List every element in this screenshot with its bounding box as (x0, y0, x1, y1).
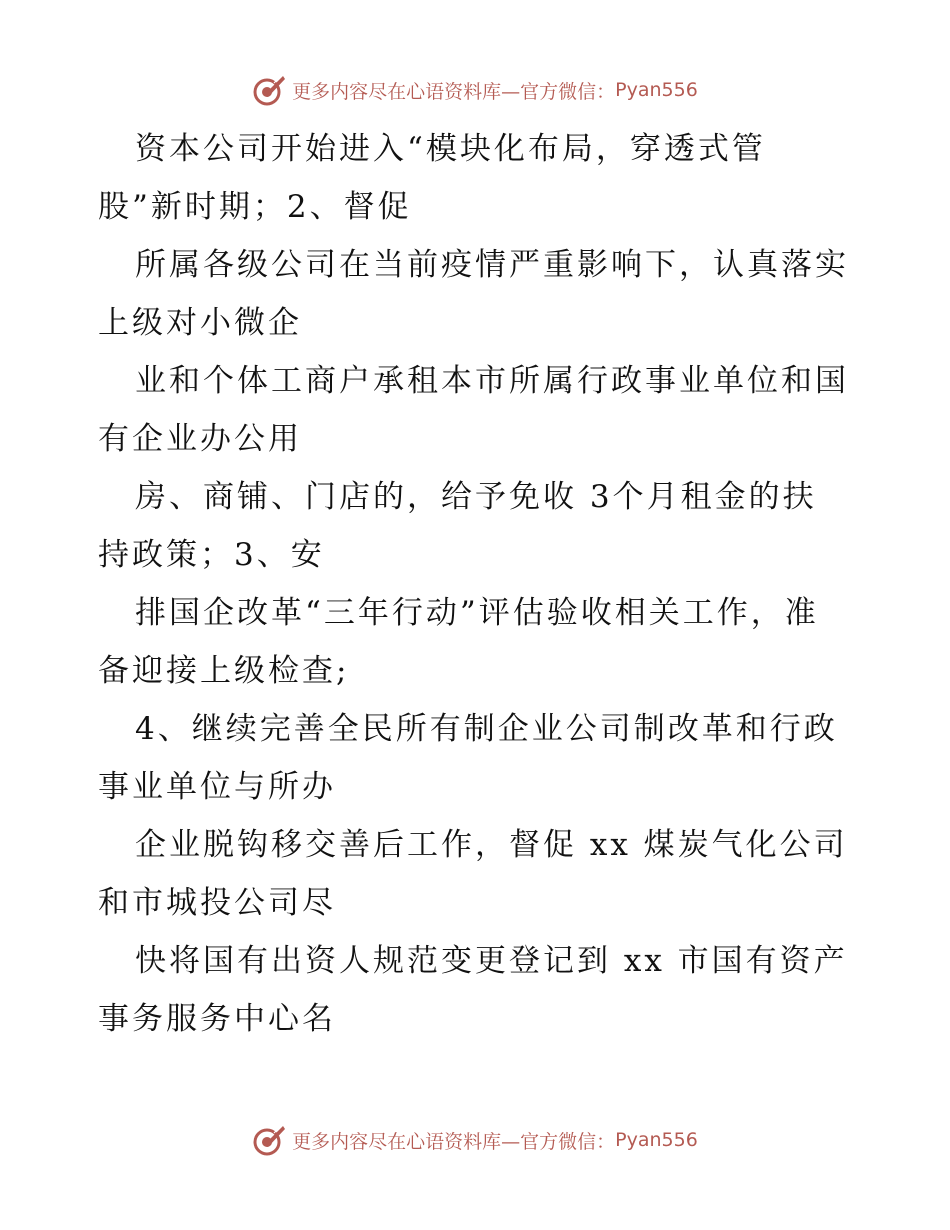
text-line: 所属各级公司在当前疫情严重影响下，认真落实 (135, 247, 849, 283)
text-line: 有企业办公用 (98, 421, 302, 457)
watermark-text: 更多内容尽在心语资料库—官方微信： (292, 1130, 616, 1153)
text-line: 资本公司开始进入“模块化布局，穿透式管 (135, 131, 766, 167)
text-line: 事务服务中心名 (98, 1001, 336, 1037)
document-body (98, 120, 858, 1048)
header-watermark (0, 70, 950, 110)
text-line: 事业单位与所办 (98, 769, 336, 805)
text-line: 备迎接上级检查; (98, 653, 350, 689)
text-line: 业和个体工商户承租本市所属行政事业单位和国 (135, 363, 849, 399)
text-line: 排国企改革“三年行动”评估验收相关工作，准 (135, 595, 819, 631)
text-line: 股”新时期；2、督促 (98, 189, 412, 225)
watermark-wechat-id: Pyan556 (615, 1129, 698, 1151)
text-line: 持政策；3、安 (98, 537, 325, 573)
quill-logo-icon (252, 1123, 288, 1157)
watermark-wechat-id: Pyan556 (615, 79, 698, 101)
text-line: 房、商铺、门店的，给予免收 3个月租金的扶 (135, 479, 817, 515)
quill-logo-icon (252, 73, 288, 107)
text-line: 和市城投公司尽 (98, 885, 336, 921)
text-line: 企业脱钩移交善后工作，督促 xx 煤炭气化公司 (135, 827, 848, 863)
text-line: 快将国有出资人规范变更登记到 xx 市国有资产 (135, 943, 848, 979)
footer-watermark (0, 1120, 950, 1160)
text-line: 上级对小微企 (98, 305, 302, 341)
text-line: 4、继续完善全民所有制企业公司制改革和行政 (135, 711, 838, 747)
watermark-text: 更多内容尽在心语资料库—官方微信： (292, 80, 616, 103)
